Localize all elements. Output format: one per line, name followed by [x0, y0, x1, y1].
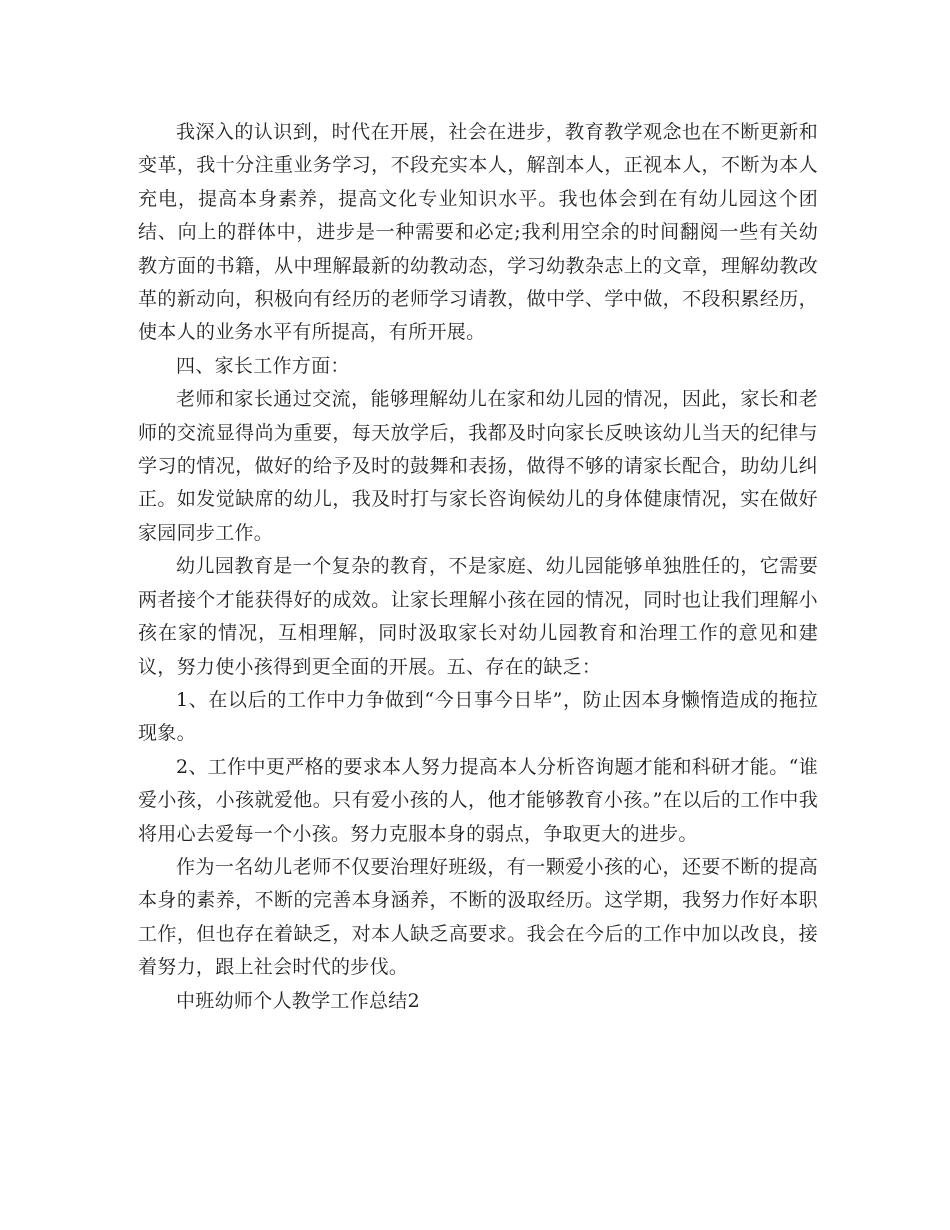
paragraph-parent-communication: 老师和家长通过交流，能够理解幼儿在家和幼儿园的情况，因此，家长和老师的交流显得尚为重要，每天放学后，我都及时向家长反映该幼儿当天的纪律与学习的情况，做好的给予及时的鼓舞和表扬，做得不够的请家长配合，助幼儿纠正。如发觉缺席的幼儿，我及时打与家长咨询候幼儿的身体健康情况，实在做好家园同步工作。 — [138, 388, 818, 544]
section-heading-parent-work: 四、家长工作方面： — [176, 354, 350, 377]
paragraph-conclusion: 作为一名幼儿老师不仅要治理好班级，有一颗爱小孩的心，还要不断的提高本身的素养，不断的完善本身涵养，不断的汲取经历。这学期，我努力作好本职工作，但也存在着缺乏，对本人缺乏高要求。我会在今后的工作中加以改良，接着努力，跟上社会时代的步伐。 — [138, 855, 818, 979]
list-item-shortcoming-2: 2、工作中更严格的要求本人努力提高本人分析咨询题才能和科研才能。“谁爱小孩，小孩就爱他。只有爱小孩的人，他才能够教育小孩。”在以后的工作中我将用心去爱每一个小孩。努力克服本身的弱点，争取更大的进步。 — [138, 755, 818, 845]
list-item-shortcoming-1: 1、在以后的工作中力争做到“今日事今日毕”，防止因本身懒惰造成的拖拉现象。 — [138, 688, 818, 745]
next-section-title: 中班幼师个人教学工作总结2 — [176, 989, 420, 1012]
document-body — [138, 116, 818, 1018]
paragraph-professional-study: 我深入的认识到，时代在开展，社会在进步，教育教学观念也在不断更新和变革，我十分注重业务学习，不段充实本人，解剖本人，正视本人，不断为本人充电，提高本身素养，提高文化专业知识水平。我也体会到在有幼儿园这个团结、向上的群体中，进步是一种需要和必定;我利用空余的时间翻阅一些有关幼教方面的书籍，从中理解最新的幼教动态，学习幼教杂志上的文章，理解幼教改革的新动向，积极向有经历的老师学习请教，做中学、学中做，不段积累经历，使本人的业务水平有所提高，有所开展。 — [138, 121, 818, 344]
paragraph-kindergarten-education: 幼儿园教育是一个复杂的教育，不是家庭、幼儿园能够单独胜任的，它需要两者接个才能获得好的成效。让家长理解小孩在园的情况，同时也让我们理解小孩在家的情况，互相理解，同时汲取家长对幼儿园教育和治理工作的意见和建议，努力使小孩得到更全面的开展。五、存在的缺乏： — [138, 555, 818, 678]
